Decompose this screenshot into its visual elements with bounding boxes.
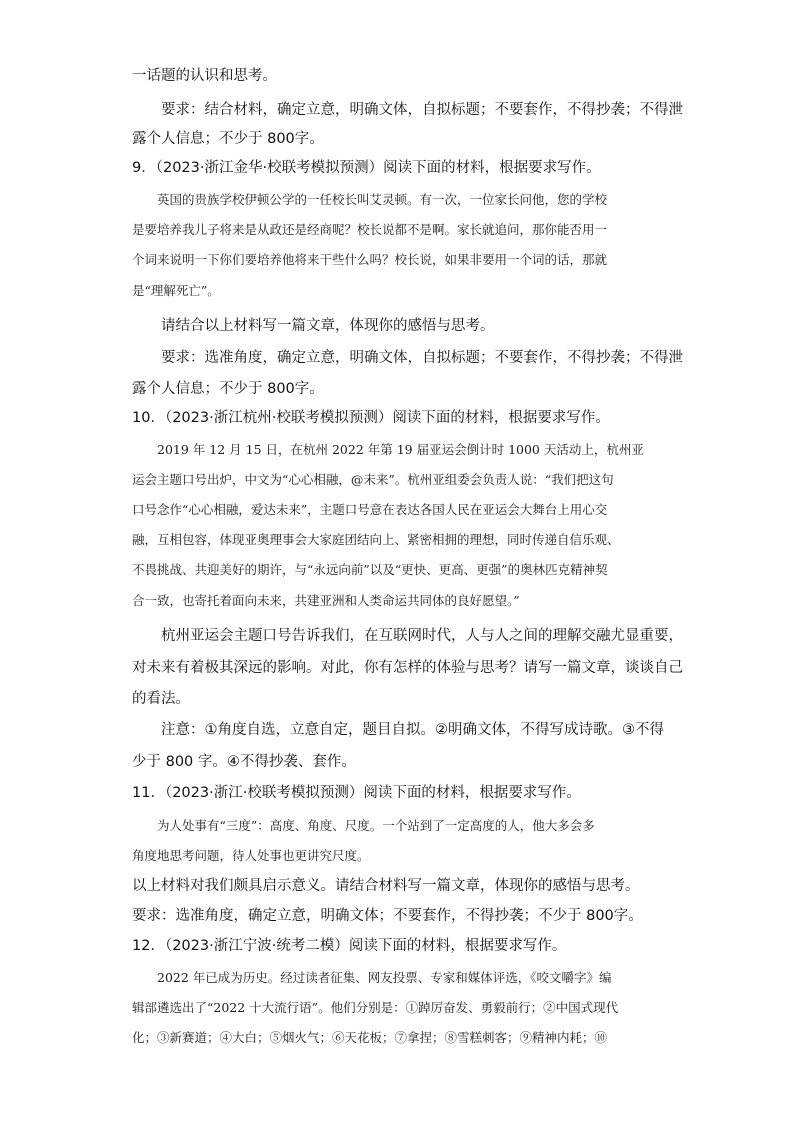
material-line: 英国的贵族学校伊顿公学的一任校长叫艾灵顿。有一次，一位家长问他，您的学校 bbox=[132, 192, 608, 207]
material-line: 个词来说明一下你们要培养他将来干些什么吗？校长说，如果非要用一个词的话，那就 bbox=[132, 252, 608, 267]
material-line: 融，互相包容，体现亚奥理事会大家庭团结向上、紧密相拥的理想，同时传递自信乐观、 bbox=[132, 532, 620, 547]
text-line: 要求：结合材料，确定立意，明确文体，自拟标题；不要套作，不得抄袭；不得泄 bbox=[132, 102, 683, 118]
text-line: 少于 800 字。④不得抄袭、套作。 bbox=[132, 754, 356, 770]
material-line: 角度地思考问题，待人处事也更讲究尺度。 bbox=[132, 848, 370, 863]
question-heading-11: 11．（2023·浙江·校联考模拟预测）阅读下面的材料，根据要求写作。 bbox=[132, 785, 581, 801]
question-heading-9: 9．（2023·浙江金华·校联考模拟预测）阅读下面的材料，根据要求写作。 bbox=[132, 160, 601, 176]
text-line: 露个人信息；不少于 800字。 bbox=[132, 381, 324, 397]
text-line: 一话题的认识和思考。 bbox=[132, 68, 277, 84]
text-line: 的看法。 bbox=[132, 691, 190, 707]
material-line: 运会主题口号出炉，中文为“心心相融，@未来”。杭州亚组委会负责人说：“我们把这句 bbox=[132, 472, 614, 487]
material-line: 是“理解死亡”。 bbox=[132, 283, 220, 298]
text-line: 对未来有着极其深远的影响。对此，你有怎样的体验与思考？请写一篇文章，谈谈自己 bbox=[132, 660, 683, 676]
material-line: 不畏挑战、共迎美好的期许，与“永远向前”以及“更快、更高、更强”的奥林匹克精神契 bbox=[132, 562, 608, 577]
material-line: 2022 年已成为历史。经过读者征集、网友投票、专家和媒体评选，《咬文嚼字》编 bbox=[132, 970, 612, 985]
text-line: 请结合以上材料写一篇文章，体现你的感悟与思考。 bbox=[132, 318, 495, 334]
text-line: 杭州亚运会主题口号告诉我们，在互联网时代，人与人之间的理解交融尤显重要， bbox=[132, 628, 683, 644]
text-line: 要求：选准角度，确定立意，明确文体，自拟标题；不要套作，不得抄袭；不得泄 bbox=[132, 350, 683, 366]
question-heading-10: 10．（2023·浙江杭州·校联考模拟预测）阅读下面的材料，根据要求写作。 bbox=[132, 410, 610, 426]
material-line: 2019 年 12 月 15 日，在杭州 2022 年第 19 届亚运会倒计时 1000 天活动上，杭州亚 bbox=[132, 442, 644, 457]
question-heading-12: 12．（2023·浙江宁波·统考二模）阅读下面的材料，根据要求写作。 bbox=[132, 938, 567, 954]
text-line: 以上材料对我们颇具启示意义。请结合材料写一篇文章，体现你的感悟与思考。 bbox=[132, 878, 640, 894]
text-line: 露个人信息；不少于 800字。 bbox=[132, 131, 324, 147]
text-line: 要求：选准角度，确定立意，明确文体；不要套作，不得抄袭；不少于 800字。 bbox=[132, 908, 643, 924]
material-line: 辑部遴选出了“2022 十大流行语”。他们分别是：①踔厉奋发、勇毅前行；②中国式现代 bbox=[132, 1000, 619, 1015]
material-line: 口号念作“心心相融，爱达未来”，主题口号意在表达各国人民在亚运会大舞台上用心交 bbox=[132, 502, 608, 517]
text-line: 注意：①角度自选，立意自定，题目自拟。②明确文体，不得写成诗歌。③不得 bbox=[132, 722, 664, 738]
material-line: 为人处事有“三度”：高度、角度、尺度。一个站到了一定高度的人，他大多会多 bbox=[132, 818, 595, 833]
material-line: 化；③新赛道；④大白；⑤烟火气；⑥天花板；⑦拿捏；⑧雪糕刺客；⑨精神内耗；⑩ bbox=[132, 1030, 608, 1045]
material-line: 是要培养我儿子将来是从政还是经商呢？校长说都不是啊。家长就追问，那你能否用一 bbox=[132, 222, 608, 237]
material-line: 合一致，也寄托着面向未来，共建亚洲和人类命运共同体的良好愿望。” bbox=[132, 593, 520, 608]
